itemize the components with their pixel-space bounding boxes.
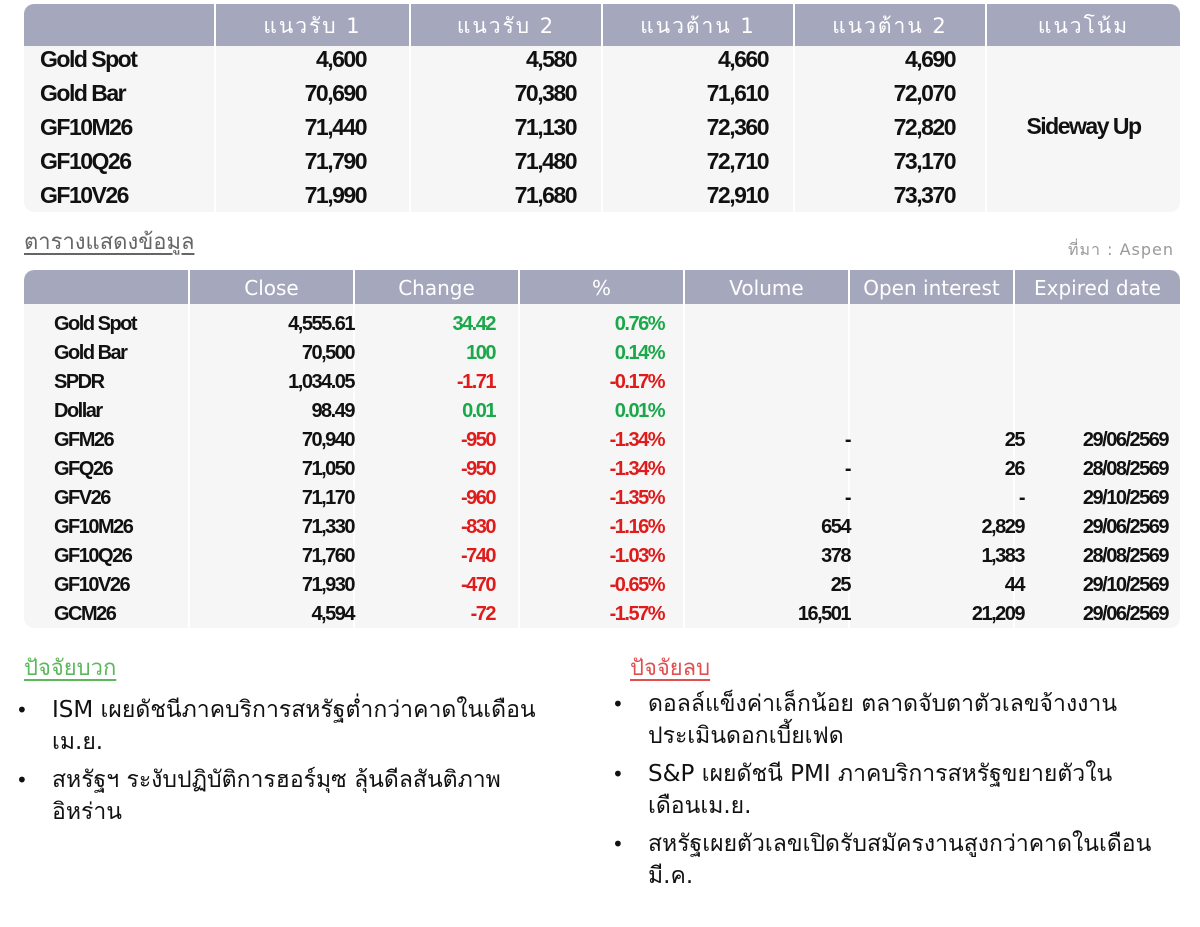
instrument-name: Gold Spot bbox=[54, 313, 137, 335]
close-value: 4,594 bbox=[311, 603, 354, 625]
volume-value: - bbox=[844, 487, 850, 509]
bullet-text: ISM เผยดัชนีภาคบริการสหรัฐต่ำกว่าคาดในเดือนเม.ย. bbox=[52, 697, 536, 755]
bullet-item bbox=[14, 694, 554, 758]
resistance-2-value: 73,170 bbox=[893, 148, 955, 174]
bullet-icon: • bbox=[16, 698, 28, 722]
resistance-1-value: 72,910 bbox=[706, 182, 768, 208]
header-support-2: แนวรับ 2 bbox=[456, 14, 556, 38]
change-value: -470 bbox=[460, 574, 495, 596]
percent-change: -1.34% bbox=[609, 458, 664, 480]
percent-change: -0.65% bbox=[609, 574, 664, 596]
percent-change: -1.34% bbox=[609, 429, 664, 451]
open-interest-value bbox=[850, 339, 1024, 368]
header-close: Close bbox=[244, 276, 299, 300]
negative-factors-title: ปัจจัยลบ bbox=[630, 656, 711, 681]
header-trend: แนวโน้ม bbox=[1037, 14, 1130, 38]
close-value: 98.49 bbox=[311, 400, 354, 422]
support-1-value: 71,790 bbox=[304, 148, 366, 174]
volume-value bbox=[685, 368, 850, 397]
percent-change: 0.01% bbox=[614, 400, 664, 422]
close-value: 71,930 bbox=[301, 574, 354, 596]
close-value: 71,170 bbox=[301, 487, 354, 509]
support-1-value: 71,990 bbox=[304, 182, 366, 208]
change-value: 34.42 bbox=[452, 313, 495, 335]
instrument-name: GF10V26 bbox=[40, 182, 128, 208]
header-change: Change bbox=[398, 276, 475, 300]
expired-date-value: 29/06/2569 bbox=[1082, 516, 1168, 538]
volume-value: 378 bbox=[821, 545, 850, 567]
bullet-icon: • bbox=[612, 832, 624, 856]
bullet-item bbox=[610, 758, 1155, 822]
header-volume: Volume bbox=[729, 276, 804, 300]
close-value: 1,034.05 bbox=[288, 371, 354, 393]
trend-value: Sideway Up bbox=[1026, 113, 1141, 139]
change-value: -960 bbox=[460, 487, 495, 509]
change-value: -950 bbox=[460, 458, 495, 480]
data-table-title: ตารางแสดงข้อมูล bbox=[24, 230, 195, 255]
instrument-name: Gold Bar bbox=[54, 342, 127, 364]
negative-factors-list bbox=[610, 688, 1155, 898]
resistance-1-value: 4,660 bbox=[717, 46, 768, 72]
percent-change: -1.03% bbox=[609, 545, 664, 567]
close-value: 4,555.61 bbox=[288, 313, 354, 335]
expired-date-value bbox=[1015, 310, 1168, 339]
close-value: 71,050 bbox=[301, 458, 354, 480]
resistance-1-value: 71,610 bbox=[706, 80, 768, 106]
instrument-name: GFM26 bbox=[54, 429, 114, 451]
support-resistance-table bbox=[24, 4, 1180, 212]
bullet-item bbox=[610, 828, 1155, 892]
instrument-name: SPDR bbox=[54, 371, 104, 393]
percent-change: 0.14% bbox=[614, 342, 664, 364]
open-interest-value: 1,383 bbox=[981, 545, 1024, 567]
close-value: 70,500 bbox=[301, 342, 354, 364]
change-value: -740 bbox=[460, 545, 495, 567]
header-support-1: แนวรับ 1 bbox=[263, 14, 362, 38]
change-value: -72 bbox=[470, 603, 495, 625]
expired-date-value bbox=[1015, 397, 1168, 426]
close-value: 70,940 bbox=[301, 429, 354, 451]
instrument-name: Gold Spot bbox=[40, 46, 137, 72]
open-interest-value: 26 bbox=[1004, 458, 1024, 480]
header-open-interest: Open interest bbox=[863, 276, 1000, 300]
expired-date-value: 28/08/2569 bbox=[1082, 458, 1168, 480]
volume-value: 25 bbox=[830, 574, 850, 596]
instrument-name: GF10M26 bbox=[40, 114, 132, 140]
instrument-name: GF10M26 bbox=[54, 516, 133, 538]
volume-value bbox=[685, 339, 850, 368]
positive-factors-title: ปัจจัยบวก bbox=[24, 656, 117, 681]
data-source: ที่มา : Aspen bbox=[1067, 240, 1174, 259]
bullet-icon: • bbox=[612, 692, 624, 716]
header-resistance-2: แนวต้าน 2 bbox=[832, 14, 948, 38]
instrument-name: Dollar bbox=[54, 400, 102, 422]
volume-value: 16,501 bbox=[797, 603, 850, 625]
percent-change: -1.35% bbox=[609, 487, 664, 509]
support-1-value: 71,440 bbox=[304, 114, 366, 140]
instrument-name: GF10Q26 bbox=[40, 148, 131, 174]
open-interest-value: 21,209 bbox=[971, 603, 1024, 625]
open-interest-value bbox=[850, 368, 1024, 397]
volume-value bbox=[685, 397, 850, 426]
percent-change: -1.16% bbox=[609, 516, 664, 538]
resistance-2-value: 72,820 bbox=[893, 114, 955, 140]
instrument-name: GFV26 bbox=[54, 487, 110, 509]
expired-date-value: 29/06/2569 bbox=[1082, 603, 1168, 625]
support-1-value: 70,690 bbox=[304, 80, 366, 106]
bullet-text: S&P เผยดัชนี PMI ภาคบริการสหรัฐขยายตัวในเดือนเม.ย. bbox=[648, 761, 1113, 819]
bullet-text: สหรัฐฯ ระงับปฏิบัติการฮอร์มุซ ลุ้นดีลสันติภาพอิหร่าน bbox=[52, 767, 501, 825]
bullet-item bbox=[14, 764, 554, 828]
support-2-value: 70,380 bbox=[514, 80, 576, 106]
open-interest-value bbox=[850, 310, 1024, 339]
resistance-1-value: 72,710 bbox=[706, 148, 768, 174]
change-value: 0.01 bbox=[462, 400, 495, 422]
expired-date-value: 29/10/2569 bbox=[1082, 487, 1168, 509]
resistance-2-value: 73,370 bbox=[893, 182, 955, 208]
expired-date-value: 29/10/2569 bbox=[1082, 574, 1168, 596]
support-2-value: 71,130 bbox=[514, 114, 576, 140]
open-interest-value: 2,829 bbox=[981, 516, 1024, 538]
volume-value: 654 bbox=[821, 516, 850, 538]
instrument-name: GFQ26 bbox=[54, 458, 113, 480]
expired-date-value: 29/06/2569 bbox=[1082, 429, 1168, 451]
close-value: 71,760 bbox=[301, 545, 354, 567]
support-2-value: 71,680 bbox=[514, 182, 576, 208]
resistance-2-value: 4,690 bbox=[904, 46, 955, 72]
header-resistance-1: แนวต้าน 1 bbox=[640, 14, 756, 38]
bullet-text: ดอลล์แข็งค่าเล็กน้อย ตลาดจับตาตัวเลขจ้างงานประเมินดอกเบี้ยเฟด bbox=[648, 691, 1118, 749]
positive-factors-list bbox=[14, 694, 554, 834]
resistance-1-value: 72,360 bbox=[706, 114, 768, 140]
bullet-text: สหรัฐเผยตัวเลขเปิดรับสมัครงานสูงกว่าคาดในเดือนมี.ค. bbox=[648, 831, 1152, 889]
bullet-icon: • bbox=[16, 768, 28, 792]
open-interest-value: 44 bbox=[1004, 574, 1024, 596]
support-2-value: 71,480 bbox=[514, 148, 576, 174]
volume-value: - bbox=[844, 458, 850, 480]
instrument-name: Gold Bar bbox=[40, 80, 126, 106]
expired-date-value bbox=[1015, 368, 1168, 397]
instrument-name: GF10Q26 bbox=[54, 545, 132, 567]
volume-value: - bbox=[844, 429, 850, 451]
open-interest-value bbox=[850, 397, 1024, 426]
change-value: 100 bbox=[466, 342, 495, 364]
header-percent: % bbox=[591, 276, 611, 300]
bullet-item bbox=[610, 688, 1155, 752]
expired-date-value: 28/08/2569 bbox=[1082, 545, 1168, 567]
header-expired-date: Expired date bbox=[1034, 276, 1161, 300]
close-value: 71,330 bbox=[301, 516, 354, 538]
market-data-table bbox=[24, 270, 1180, 628]
change-value: -950 bbox=[460, 429, 495, 451]
change-value: -830 bbox=[460, 516, 495, 538]
support-1-value: 4,600 bbox=[315, 46, 366, 72]
instrument-name: GCM26 bbox=[54, 603, 116, 625]
change-value: -1.71 bbox=[456, 371, 495, 393]
bullet-icon: • bbox=[612, 762, 624, 786]
expired-date-value bbox=[1015, 339, 1168, 368]
open-interest-value: - bbox=[1018, 487, 1024, 509]
percent-change: 0.76% bbox=[614, 313, 664, 335]
instrument-name: GF10V26 bbox=[54, 574, 130, 596]
percent-change: -1.57% bbox=[609, 603, 664, 625]
support-2-value: 4,580 bbox=[525, 46, 576, 72]
volume-value bbox=[685, 310, 850, 339]
percent-change: -0.17% bbox=[609, 371, 664, 393]
open-interest-value: 25 bbox=[1004, 429, 1024, 451]
resistance-2-value: 72,070 bbox=[893, 80, 955, 106]
